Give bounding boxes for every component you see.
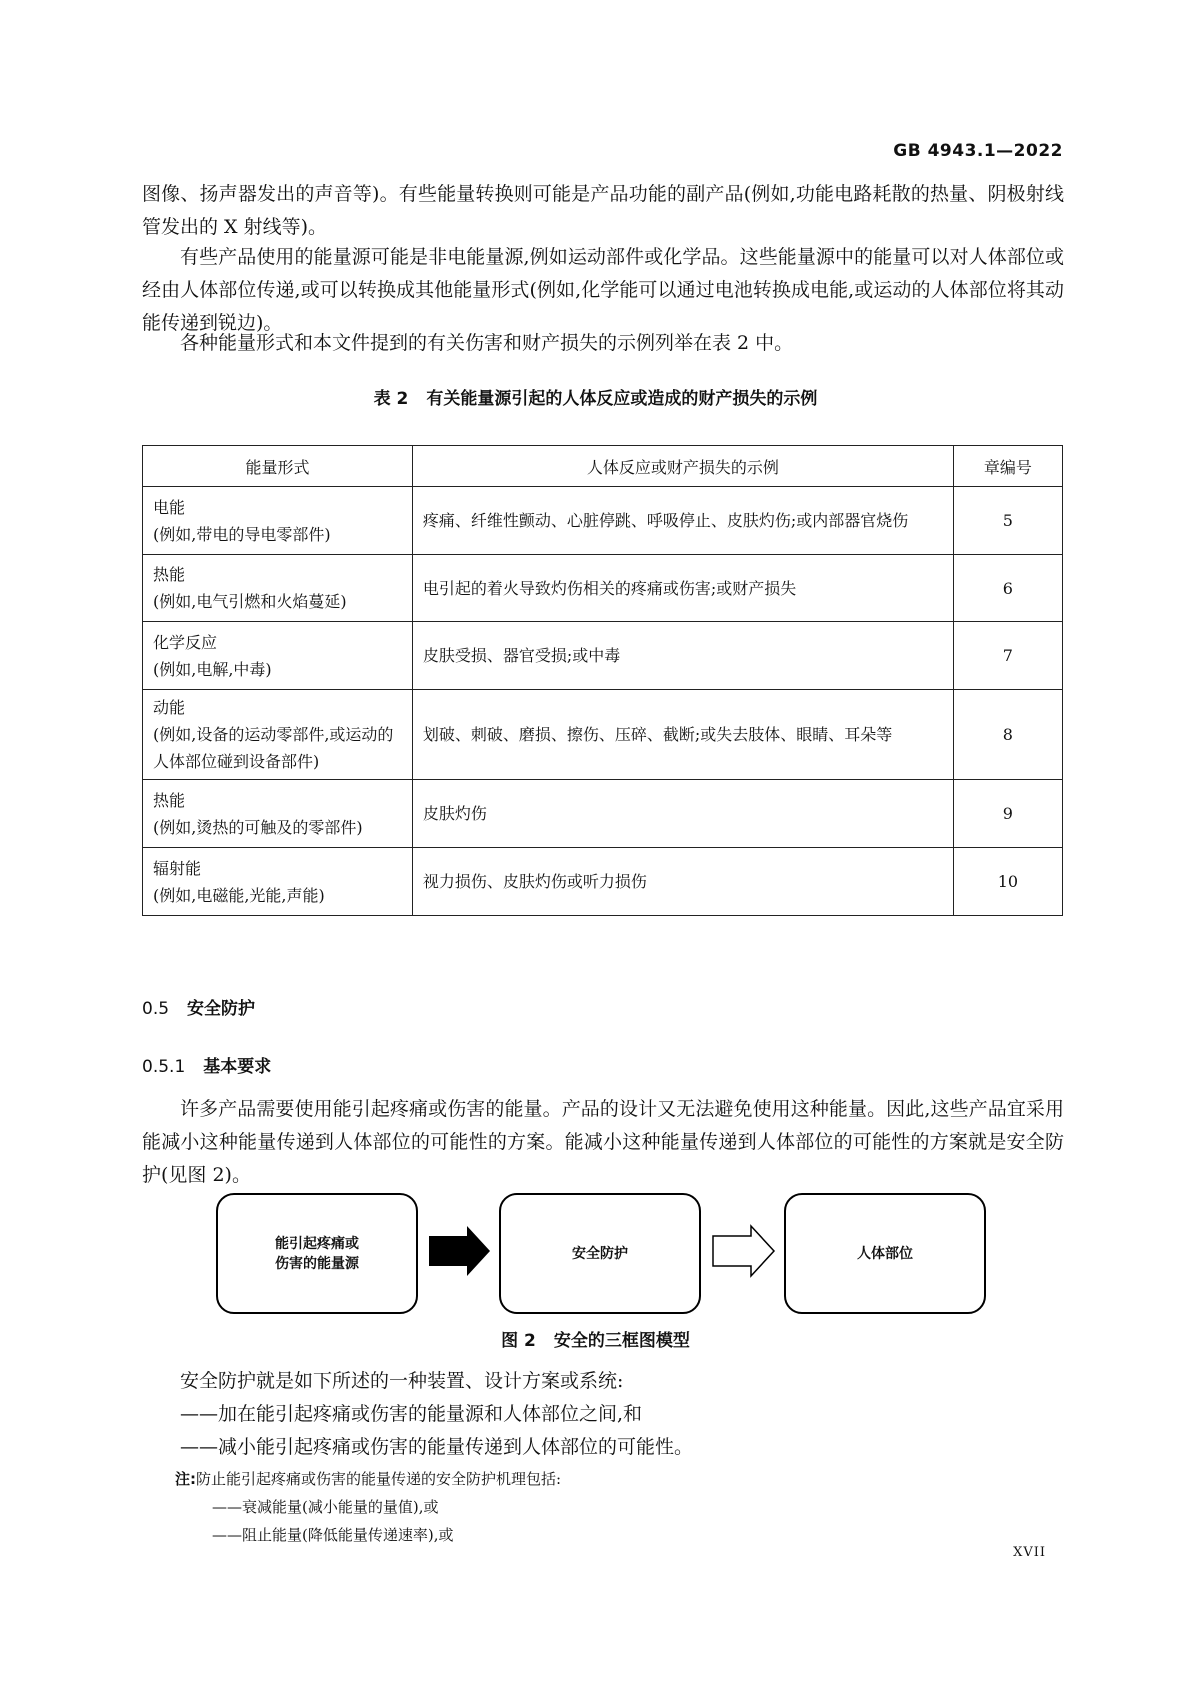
clause-cell: 10 xyxy=(953,848,1062,916)
table-row xyxy=(143,622,1063,690)
effect-cell: 皮肤受损、器官受损;或中毒 xyxy=(412,622,953,690)
energy-name: 电能 xyxy=(153,497,186,517)
effect-cell: 皮肤灼伤 xyxy=(412,780,953,848)
energy-example: (例如,电解,中毒) xyxy=(153,659,272,679)
energy-example: (例如,电磁能,光能,声能) xyxy=(153,885,325,905)
figure-caption-number: 图 2 xyxy=(501,1331,536,1351)
body-part-box xyxy=(784,1193,986,1314)
solid-arrow-icon xyxy=(427,1224,492,1279)
energy-table xyxy=(142,445,1063,916)
note xyxy=(175,1466,561,1492)
subsection-number: 0.5.1 xyxy=(142,1057,186,1077)
energy-name: 辐射能 xyxy=(153,858,202,878)
energy-cell xyxy=(143,780,413,848)
definition-item-1: ——加在能引起疼痛或伤害的能量源和人体部位之间,和 xyxy=(180,1403,643,1425)
intro-paragraph-2: 有些产品使用的能量源可能是非电能量源,例如运动部件或化学品。这些能量源中的能量可以对人体部位或经由人体部位传递,或可以转换成其他能量形式(例如,化学能可以通过电池转换成电能,或运动的人体部位将其动能传递到锐边)。 xyxy=(142,246,1064,334)
effect-cell: 视力损伤、皮肤灼伤或听力损伤 xyxy=(412,848,953,916)
energy-example: (例如,烫热的可触及的零部件) xyxy=(153,817,363,837)
energy-cell xyxy=(143,622,413,690)
table-header-row xyxy=(143,446,1063,487)
energy-cell xyxy=(143,555,413,622)
energy-example: (例如,电气引燃和火焰蔓延) xyxy=(153,592,347,611)
safeguard-box xyxy=(499,1193,701,1314)
energy-cell xyxy=(143,848,413,916)
section-number: 0.5 xyxy=(142,999,170,1019)
clause-cell: 8 xyxy=(953,690,1062,780)
energy-cell xyxy=(143,487,413,555)
subsection-heading xyxy=(142,1052,271,1077)
section-heading xyxy=(142,994,255,1019)
energy-name: 热能 xyxy=(153,790,186,810)
table-row xyxy=(143,487,1063,555)
energy-source-box xyxy=(216,1193,418,1314)
effect-cell: 划破、刺破、磨损、擦伤、压碎、截断;或失去肢体、眼睛、耳朵等 xyxy=(412,690,953,780)
body-part-label: 人体部位 xyxy=(857,1245,913,1262)
energy-example: (例如,设备的运动零部件,或运动的人体部位碰到设备部件) xyxy=(153,725,394,771)
figure-caption-title: 安全的三框图模型 xyxy=(553,1331,690,1351)
note-item-1: ——衰减能量(减小能量的量值),或 xyxy=(212,1498,439,1516)
page-number: XVII xyxy=(1013,1545,1046,1560)
definition-lead: 安全防护就是如下所述的一种装置、设计方案或系统: xyxy=(180,1370,624,1392)
clause-cell: 5 xyxy=(953,487,1062,555)
energy-name: 动能 xyxy=(153,698,186,717)
energy-name: 化学反应 xyxy=(153,632,218,652)
table-caption-title: 有关能量源引起的人体反应或造成的财产损失的示例 xyxy=(426,389,818,409)
subsection-title: 基本要求 xyxy=(203,1057,272,1077)
energy-source-line-2: 伤害的能量源 xyxy=(275,1255,359,1272)
header-effect: 人体反应或财产损失的示例 xyxy=(412,446,953,487)
figure-caption xyxy=(0,1326,1191,1351)
effect-cell: 电引起的着火导致灼伤相关的疼痛或伤害;或财产损失 xyxy=(412,555,953,622)
basic-paragraph: 许多产品需要使用能引起疼痛或伤害的能量。产品的设计又无法避免使用这种能量。因此,这些产品宜采用能减小这种能量传递到人体部位的可能性的方案。能减小这种能量传递到人体部位的可能性的方案就是安全防护(见图 2)。 xyxy=(142,1098,1064,1186)
note-text: 防止能引起疼痛或伤害的能量传递的安全防护机理包括: xyxy=(196,1470,562,1488)
effect-cell: 疼痛、纤维性颤动、心脏停跳、呼吸停止、皮肤灼伤;或内部器官烧伤 xyxy=(412,487,953,555)
safeguard-label: 安全防护 xyxy=(572,1245,628,1262)
table-row xyxy=(143,848,1063,916)
definition-item-2: ——减小能引起疼痛或伤害的能量传递到人体部位的可能性。 xyxy=(180,1436,694,1458)
note-label: 注: xyxy=(175,1470,196,1488)
section-title: 安全防护 xyxy=(187,999,256,1019)
table-row xyxy=(143,780,1063,848)
table-row xyxy=(143,555,1063,622)
header-clause: 章编号 xyxy=(953,446,1062,487)
energy-name: 热能 xyxy=(153,565,186,584)
header-energy-form: 能量形式 xyxy=(143,446,413,487)
standard-number: GB 4943.1—2022 xyxy=(893,141,1063,161)
clause-cell: 6 xyxy=(953,555,1062,622)
note-item-2: ——阻止能量(降低能量传递速率),或 xyxy=(212,1526,454,1544)
energy-cell xyxy=(143,690,413,780)
table-caption xyxy=(0,384,1191,409)
intro-paragraph-3: 各种能量形式和本文件提到的有关伤害和财产损失的示例列举在表 2 中。 xyxy=(180,332,794,354)
table-caption-number: 表 2 xyxy=(373,389,409,409)
hollow-arrow-icon xyxy=(711,1224,776,1279)
energy-source-line-1: 能引起疼痛或 xyxy=(275,1235,359,1252)
intro-paragraph-1: 图像、扬声器发出的声音等)。有些能量转换则可能是产品功能的副产品(例如,功能电路耗散的热量、阴极射线管发出的 X 射线等)。 xyxy=(142,183,1064,238)
clause-cell: 7 xyxy=(953,622,1062,690)
energy-example: (例如,带电的导电零部件) xyxy=(153,524,331,544)
table-row xyxy=(143,690,1063,780)
clause-cell: 9 xyxy=(953,780,1062,848)
